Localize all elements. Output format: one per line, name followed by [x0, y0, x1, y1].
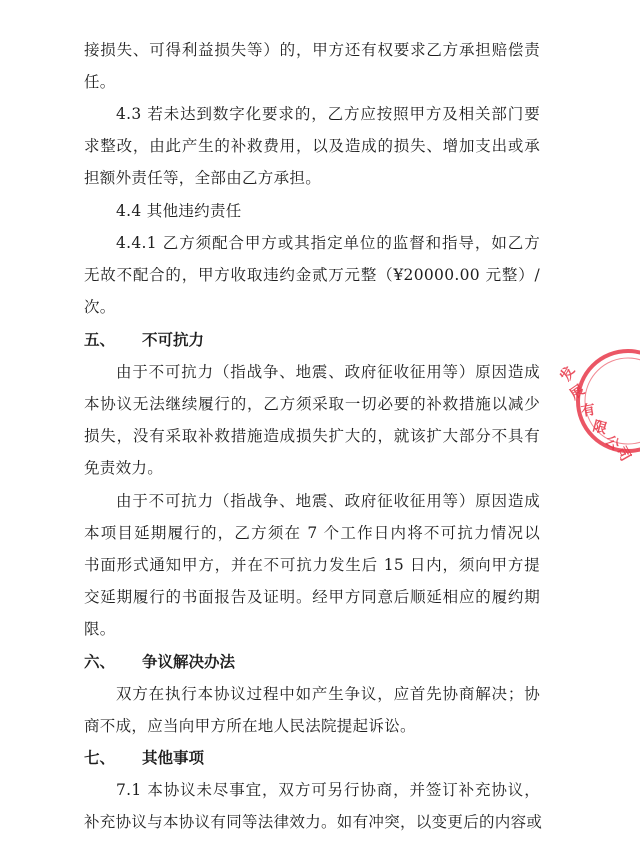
paragraph-line: 担额外责任等，全部由乙方承担。 — [84, 169, 322, 187]
section-title: 争议解决办法 — [142, 652, 236, 671]
paragraph-line: 限。 — [84, 620, 116, 638]
paragraph-line: 7.1 本协议未尽事宜，双方可另行协商，并签订补充协议， — [116, 781, 540, 799]
paragraph-line: 交延期履行的书面报告及证明。经甲方同意后顺延相应的履约期 — [84, 588, 540, 606]
paragraph-line: 4.4 其他违约责任 — [116, 202, 242, 220]
paragraph-line: 无故不配合的，甲方收取违约金贰万元整（¥20000.00 元整）/ — [84, 266, 540, 284]
seal-char: 展 — [567, 382, 588, 404]
paragraph-line: 商不成，应当向甲方所在地人民法院提起诉讼。 — [84, 717, 416, 735]
paragraph-line: 书面形式通知甲方，并在不可抗力发生后 15 日内，须向甲方提 — [84, 556, 540, 574]
paragraph-line: 4.3 若未达到数字化要求的，乙方应按照甲方及相关部门要 — [116, 105, 540, 123]
paragraph-line: 4.4.1 乙方须配合甲方或其指定单位的监督和指导，如乙方 — [116, 234, 540, 252]
paragraph-line: 双方在执行本协议过程中如产生争议，应首先协商解决；协 — [116, 685, 540, 703]
seal-char: 限 — [590, 418, 609, 438]
paragraph-line: 由于不可抗力（指战争、地震、政府征收征用等）原因造成 — [116, 492, 540, 510]
seal-char: 公 — [601, 432, 623, 454]
section-heading-7 — [84, 748, 204, 768]
seal-char: 司 — [612, 444, 634, 465]
paragraph-line: 免责效力。 — [84, 459, 164, 477]
seal-text-group — [556, 363, 634, 464]
section-number: 五、 — [84, 330, 116, 349]
section-heading-5 — [84, 330, 204, 350]
paragraph-line: 本项目延期履行的，乙方须在 7 个工作日内将不可抗力情况以 — [84, 524, 540, 542]
seal-char: 有 — [579, 401, 597, 420]
paragraph-line: 由于不可抗力（指战争、地震、政府征收征用等）原因造成 — [116, 363, 540, 381]
paragraph-line: 求整改，由此产生的补救费用，以及造成的损失、增加支出或承 — [84, 137, 540, 155]
seal-graphic — [557, 346, 640, 465]
paragraph-line: 次。 — [84, 298, 116, 316]
seal-char: 发 — [557, 363, 579, 384]
section-heading-6 — [84, 652, 235, 672]
paragraph-line: 任。 — [84, 73, 116, 91]
company-seal-stamp — [557, 346, 640, 465]
paragraph-line: 本协议无法继续履行的，乙方须采取一切必要的补救措施以减少 — [84, 395, 540, 413]
section-title: 不可抗力 — [142, 330, 205, 349]
section-number: 七、 — [84, 748, 116, 767]
paragraph-line: 接损失、可得利益损失等）的，甲方还有权要求乙方承担赔偿责 — [84, 41, 540, 59]
paragraph-line: 补充协议与本协议有同等法律效力。如有冲突，以变更后的内容或 — [84, 813, 543, 831]
section-number: 六、 — [84, 652, 116, 671]
paragraph-line: 损失，没有采取补救措施造成损失扩大的，就该扩大部分不具有 — [84, 427, 540, 445]
section-title: 其他事项 — [142, 748, 205, 767]
